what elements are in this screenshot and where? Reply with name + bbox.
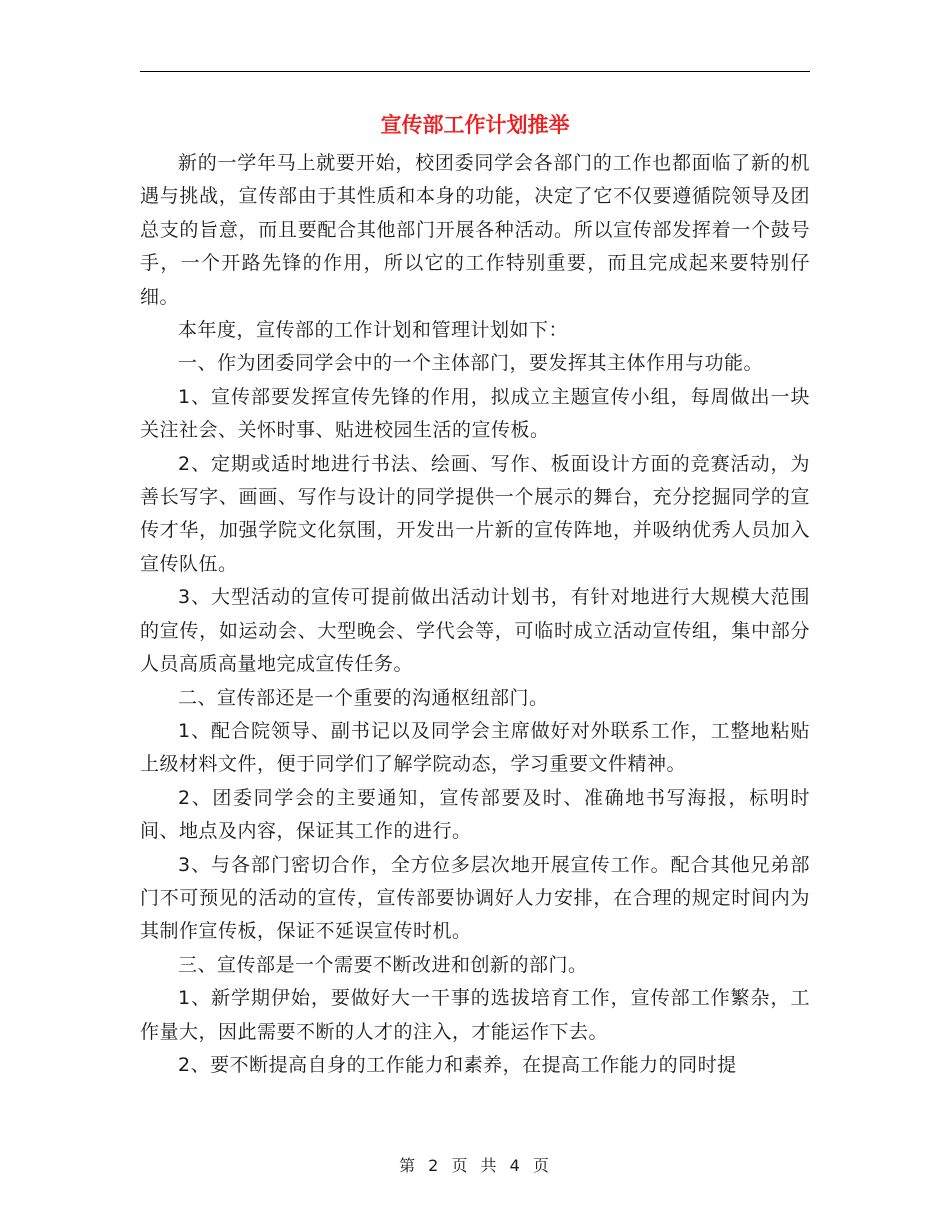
paragraph-item: 1、新学期伊始，要做好大一干事的选拔培育工作，宣传部工作繁杂，工作量大，因此需要不断的人才的注入，才能运作下去。 [140,987,810,1043]
paragraph-item: 2、团委同学会的主要通知，宣传部要及时、准确地书写海报，标明时间、地点及内容，保证其工作的进行。 [140,786,810,843]
paragraph-item: 3、大型活动的宣传可提前做出活动计划书，有针对地进行大规模大范围的宣传，如运动会、大型晚会、学代会等，可临时成立活动宣传组，集中部分人员高质高量地完成宣传任务。 [140,586,810,676]
section-heading-3: 三、宣传部是一个需要不断改进和创新的部门。 [178,953,588,976]
section-heading-2: 二、宣传部还是一个重要的沟通枢纽部门。 [178,686,549,709]
paragraph-item: 1、配合院领导、副书记以及同学会主席做好对外联系工作，工整地粘贴上级材料文件，便于同学们了解学院动态，学习重要文件精神。 [140,719,810,776]
page-number-footer: 第 2 页 共 4 页 [399,1156,551,1175]
paragraph-item: 1、宣传部要发挥宣传先锋的作用，拟成立主题宣传小组，每周做出一块关注社会、关怀时事、贴进校园生活的宣传板。 [140,385,810,442]
paragraph-item: 3、与各部门密切合作，全方位多层次地开展宣传工作。配合其他兄弟部门不可预见的活动的宣传，宣传部要协调好人力安排，在合理的规定时间内为其制作宣传板，保证不延误宣传时机。 [140,853,810,943]
paragraph-intro: 新的一学年马上就要开始，校团委同学会各部门的工作也都面临了新的机遇与挑战，宣传部由于其性质和本身的功能，决定了它不仅要遵循院领导及团总支的旨意，而且要配合其他部门开展各种活动。所以宣传部发挥着一个鼓号手，一个开路先锋的作用，所以它的工作特别重要，而且完成起来要特别仔细。 [140,152,810,308]
document-body [140,147,810,1082]
section-heading-1: 一、作为团委同学会中的一个主体部门，要发挥其主体作用与功能。 [178,352,764,375]
paragraph-item: 2、要不断提高自身的工作能力和素养，在提高工作能力的同时提 [178,1053,737,1076]
paragraph-plan-lead: 本年度，宣传部的工作计划和管理计划如下： [178,319,569,342]
paragraph-item: 2、定期或适时地进行书法、绘画、写作、板面设计方面的竞赛活动，为善长写字、画画、写作与设计的同学提供一个展示的舞台，充分挖掘同学的宣传才华，加强学院文化氛围，开发出一片新的宣传阵地，并吸纳优秀人员加入宣传队伍。 [140,452,810,575]
document-title: 宣传部工作计划推举 [380,113,570,137]
header-rule [140,71,810,72]
